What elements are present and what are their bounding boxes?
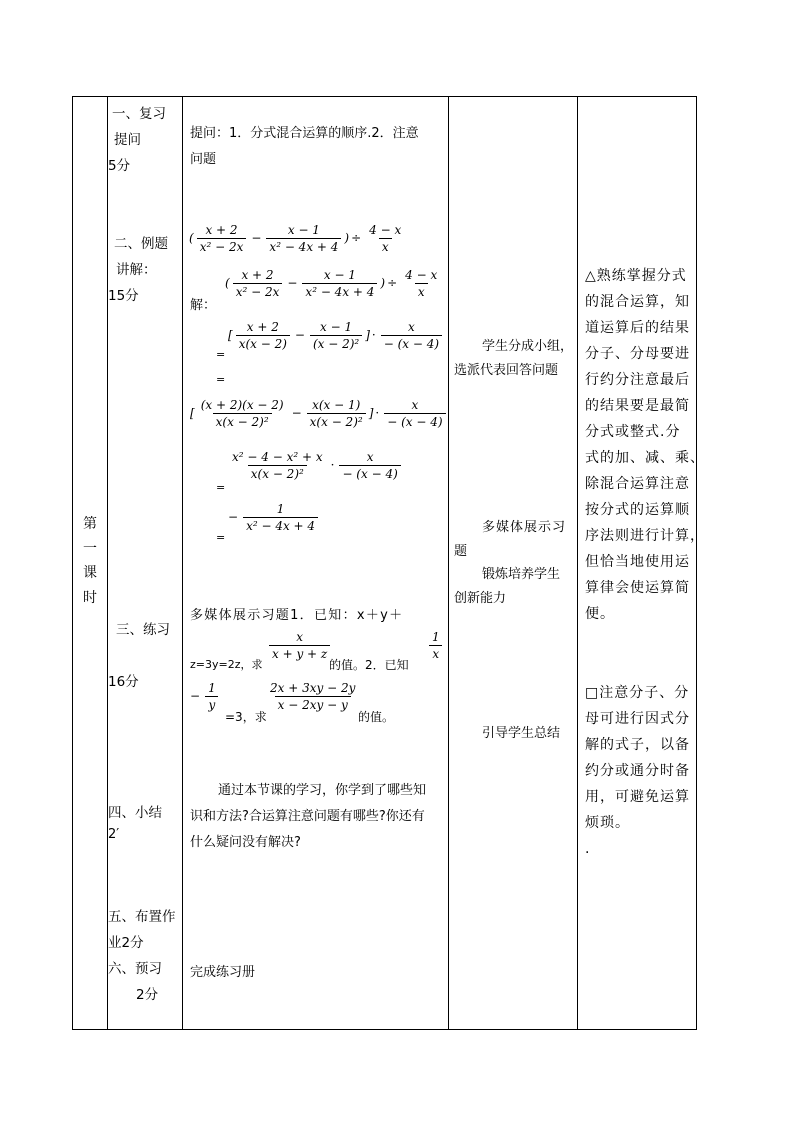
note-line: 按分式的运算顺: [585, 502, 690, 518]
section-time: 2′: [108, 827, 120, 842]
example-problem: ( $\frac{x + 2}{\text{x² − 2x}}$ − $\frac{x - 1}{\text{x² − 4x + 4}}$ ) ÷ $\frac{4 - x}{x}$: [189, 223, 402, 254]
label-char: 课: [83, 565, 97, 581]
solution-step-2: [ $\frac{x + 2}{x(x - 2)}$ − $\frac{x - 1}{\text{(x − 2)²}}$ ] · $\frac{x}{- (x - 4)}$: [228, 320, 445, 351]
section-time: 2分: [136, 987, 159, 1003]
section-title: 六、预习: [108, 961, 162, 977]
lesson-period-label: [82, 512, 98, 610]
practice-condition: z=3y=2z，求: [190, 658, 263, 671]
note-line: □注意分子、分: [585, 685, 690, 701]
note-line: 约分或通分时备: [585, 763, 690, 779]
activity-text: 学生分成小组，: [482, 339, 574, 354]
section-title: 三、练习: [116, 622, 170, 638]
solution-step-4: $\frac{\text{x² − 4 − x² + x}}{\text{x(x − 2)²}}$ · $\frac{x}{- (x - 4)}$: [226, 450, 404, 481]
practice-condition-2: =3，求: [225, 710, 267, 724]
section-title: 四、小结: [108, 805, 162, 821]
solution-result: − $\frac{1}{\text{x² − 4x + 4}}$: [226, 502, 321, 533]
note-line: △熟练掌握分式: [585, 268, 687, 284]
label-char: 一: [83, 540, 97, 557]
note-line: 的结果要是最简: [585, 398, 690, 414]
fraction-expression: $\frac{2x + 3xy - 2y}{x - 2xy - y}$: [270, 681, 356, 712]
section-time: 业2分: [108, 935, 144, 951]
note-line: 序法则进行计算，: [585, 528, 705, 544]
section-time: 16分: [108, 674, 139, 690]
equals-sign: =: [216, 531, 226, 544]
summary-text: 通过本节课的学习，你学到了哪些知: [218, 783, 427, 798]
activity-text: 题: [454, 544, 468, 559]
note-block: [585, 680, 690, 862]
note-line: 用，可避免运算: [585, 789, 690, 805]
note-line: 式的加、减、乘、: [585, 450, 705, 466]
activity-text: 创新能力: [454, 591, 507, 606]
fraction-x-over-sum: $\frac{x}{x + y + z}$: [266, 630, 333, 661]
note-line: 分子、分母要进: [585, 346, 690, 362]
equals-sign: =: [216, 481, 226, 494]
label-char: 时: [83, 589, 97, 606]
activity-text: 锻炼培养学生: [482, 567, 561, 582]
section-title: 五、布置作: [108, 909, 176, 925]
note-line: 的混合运算，知: [585, 294, 690, 310]
fraction-one-over-y: − $\frac{1}{y}$: [188, 681, 222, 712]
section-time: 5分: [108, 158, 131, 174]
review-question-cont: 问题: [190, 152, 217, 167]
practice-value: 的值。: [358, 710, 395, 724]
note-line: 算律会使运算简: [585, 580, 690, 596]
column-divider: [448, 97, 449, 1029]
note-line: 便。: [585, 606, 615, 622]
section-title: 一、复习: [112, 106, 166, 122]
note-line: 解的式子，以备: [585, 737, 690, 753]
note-block: [585, 263, 705, 627]
note-line: 除混合运算注意: [585, 476, 690, 492]
equals-sign: =: [216, 348, 226, 361]
summary-text: 什么疑问没有解决?: [190, 835, 301, 850]
summary-text: 识和方法?合运算注意问题有哪些?你还有: [190, 809, 425, 824]
note-line: 烦琐。: [585, 815, 630, 831]
section-time: 15分: [108, 288, 139, 304]
fraction-one-over-x: $\frac{1}{x}$: [426, 630, 446, 661]
note-line: 母可进行因式分: [585, 711, 690, 727]
section-title: 讲解：: [116, 262, 157, 278]
column-divider: [577, 97, 578, 1029]
column-divider: [107, 97, 108, 1029]
note-line: .: [585, 841, 591, 857]
column-divider: [182, 97, 183, 1029]
solution-step-3: [ $\frac{(x + 2)(x - 2)}{\text{x(x − 2)²}}$ − $\frac{x(x - 1)}{\text{x(x − 2)²}}$ ] · $\frac{x}{- (x - 4)}$: [190, 398, 449, 429]
note-line: 道运算后的结果: [585, 320, 690, 336]
solution-step-1: ( $\frac{x + 2}{\text{x² − 2x}}$ − $\frac{x - 1}{\text{x² − 4x + 4}}$ ) ÷ $\frac{4 - x}{x}$: [225, 268, 438, 299]
equals-sign: =: [216, 373, 226, 386]
homework-text: 完成练习册: [190, 965, 256, 980]
note-line: 分式或整式.分: [585, 424, 681, 440]
activity-text: 引导学生总结: [482, 726, 561, 741]
practice-ask: 的值。2．已知: [329, 658, 409, 672]
section-title: 提问: [114, 132, 141, 148]
section-title: 二、例题: [114, 236, 168, 252]
activity-text: 选派代表回答问题: [454, 363, 559, 378]
practice-intro: 多媒体展示习题1．已知：x＋y＋: [190, 608, 404, 623]
review-question: 提问：1．分式混合运算的顺序.2．注意: [190, 126, 419, 141]
solve-label: 解：: [190, 298, 217, 313]
note-line: 但恰当地使用运: [585, 554, 690, 570]
activity-text: 多媒体展示习: [482, 520, 567, 535]
note-line: 行约分注意最后: [585, 372, 690, 388]
label-char: 第: [83, 516, 97, 532]
